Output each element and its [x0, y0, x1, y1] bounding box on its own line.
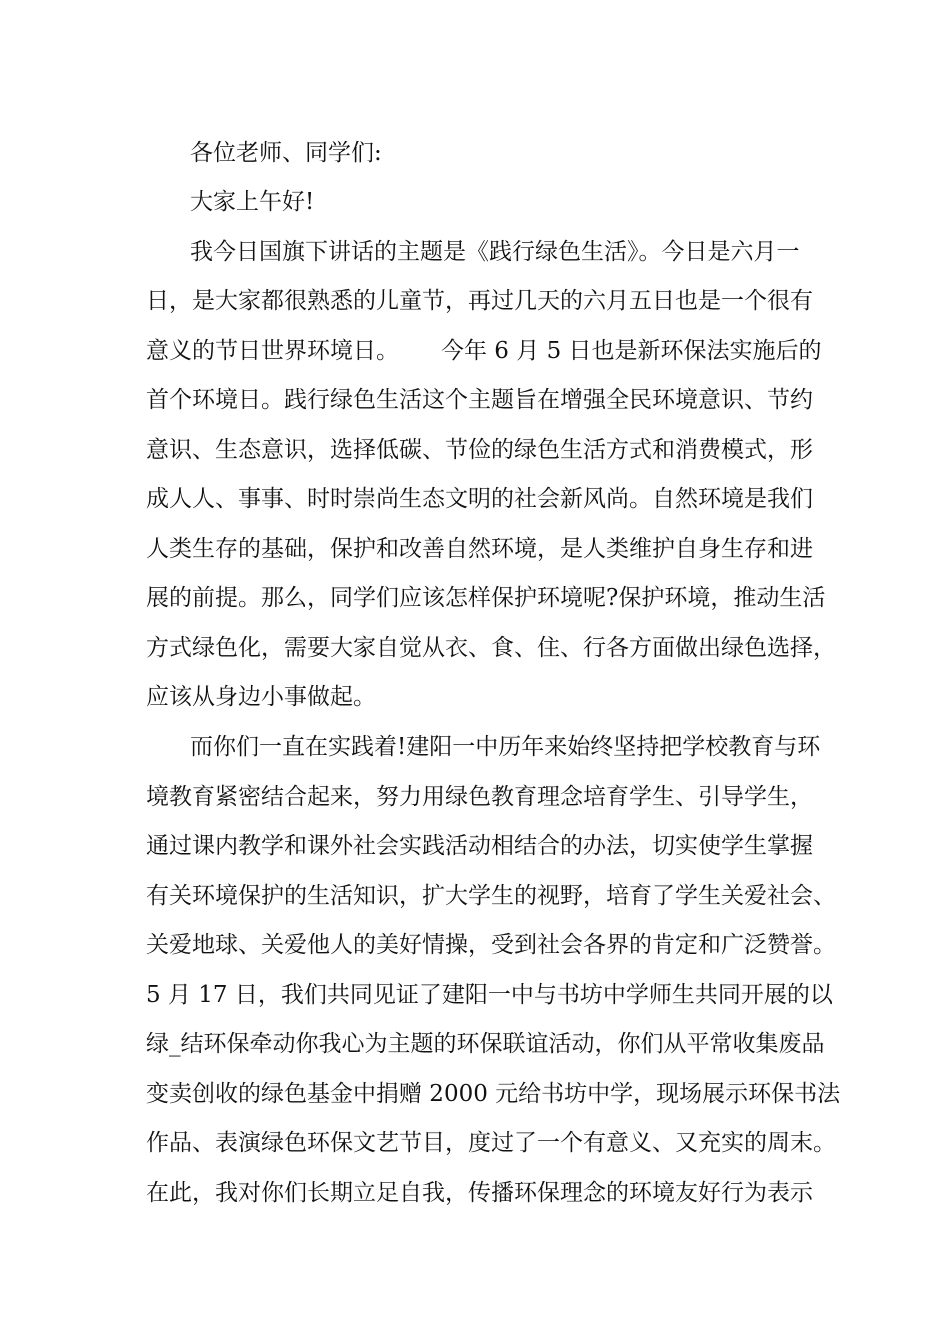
greeting-line: 各位老师、同学们: — [190, 140, 382, 166]
text-line: 作品、表演绿色环保文艺节目，度过了一个有意义、又充实的周末。 — [146, 1130, 836, 1156]
text-segment: 意义的节日世界环境日。 — [146, 338, 399, 364]
text-line: 境教育紧密结合起来，努力用绿色教育理念培育学生、引导学生， — [146, 784, 813, 810]
text-line: 变卖创收的绿色基金中捐赠 2000 元给书坊中学，现场展示环保书法 — [146, 1081, 841, 1107]
text-line: 通过课内教学和课外社会实践活动相结合的办法，切实使学生掌握 — [146, 833, 813, 859]
salutation-line: 大家上午好! — [190, 189, 315, 215]
text-line: 日，是大家都很熟悉的儿童节，再过几天的六月五日也是一个很有 — [146, 288, 813, 314]
text-line: 我今日国旗下讲话的主题是《践行绿色生活》。今日是六月一 — [190, 239, 800, 265]
text-line: 绿_结环保牵动你我心为主题的环保联谊活动，你们从平常收集废品 — [146, 1031, 825, 1057]
text-line: 展的前提。那么，同学们应该怎样保护环境呢?保护环境，推动生活 — [146, 585, 826, 611]
text-segment: 今年 6 月 5 日也是新环保法实施后的 — [441, 338, 822, 364]
text-line: 在此，我对你们长期立足自我，传播环保理念的环境友好行为表示 — [146, 1180, 813, 1206]
text-line: 首个环境日。践行绿色生活这个主题旨在增强全民环境意识、节约 — [146, 387, 813, 413]
text-line: 人类生存的基础，保护和改善自然环境，是人类维护自身生存和进 — [146, 536, 813, 562]
text-line: 5 月 17 日，我们共同见证了建阳一中与书坊中学师生共同开展的以 — [146, 982, 833, 1008]
text-line: 意识、生态意识，选择低碳、节俭的绿色生活方式和消费模式，形 — [146, 437, 813, 463]
text-line — [146, 336, 826, 366]
text-line: 成人人、事事、时时崇尚生态文明的社会新风尚。自然环境是我们 — [146, 486, 813, 512]
text-line: 方式绿色化，需要大家自觉从衣、食、住、行各方面做出绿色选择， — [146, 635, 836, 661]
text-line: 应该从身边小事做起。 — [146, 684, 376, 710]
text-line: 关爱地球、关爱他人的美好情操，受到社会各界的肯定和广泛赞誉。 — [146, 932, 836, 958]
text-line: 有关环境保护的生活知识，扩大学生的视野，培育了学生关爱社会、 — [146, 883, 836, 909]
text-line: 而你们一直在实践着!建阳一中历年来始终坚持把学校教育与环 — [190, 734, 821, 760]
